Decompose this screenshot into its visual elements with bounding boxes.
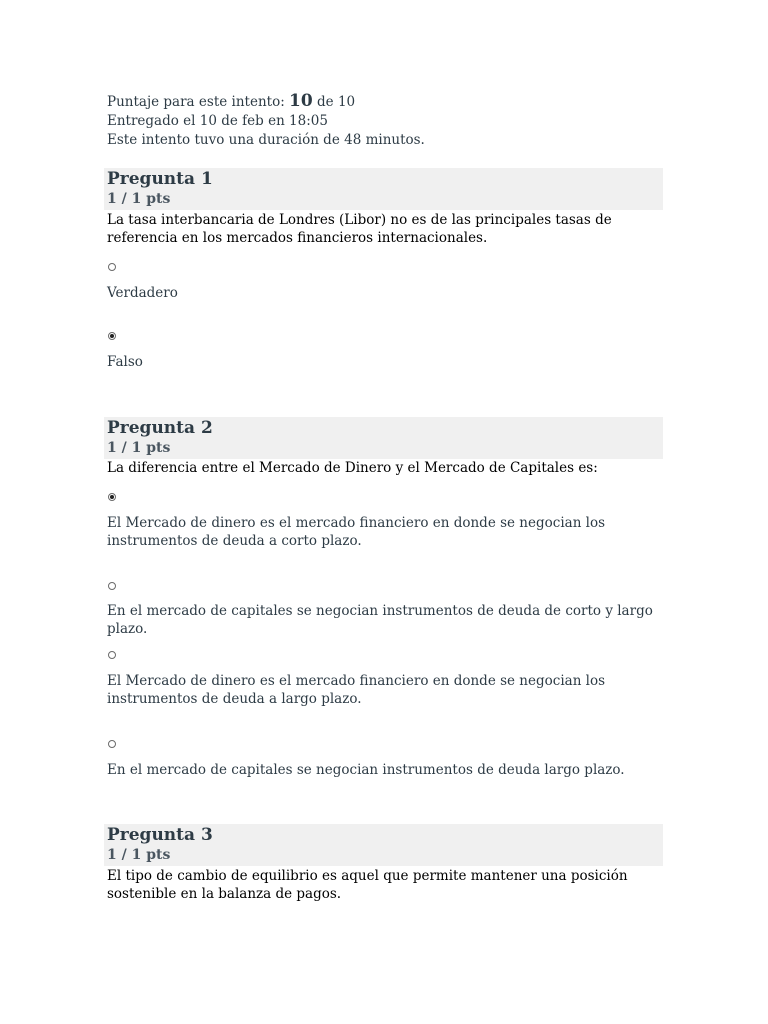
question-2-answer-1-label[interactable]: El Mercado de dinero es el mercado financiero en donde se negocian los instrumentos de deuda a corto plazo. [107,515,606,549]
question-3-text: El tipo de cambio de equilibrio es aquel que permite mantener una posición sostenible en la balanza de pagos. [107,868,628,902]
question-1-text: La tasa interbancaria de Londres (Libor) no es de las principales tasas de referencia en los mercados financieros internacionales. [107,212,612,246]
score-label: Puntaje para este intento: [107,94,285,110]
attempt-duration: Este intento tuvo una duración de 48 minutos. [107,132,425,148]
question-2-answer-2-radio[interactable] [108,582,116,590]
question-1-header [104,168,663,210]
question-1-title: Pregunta 1 [107,169,213,189]
attempt-summary [107,92,425,150]
question-3-points: 1 / 1 pts [107,847,171,863]
question-2-text: La diferencia entre el Mercado de Dinero y el Mercado de Capitales es: [107,460,598,476]
score-total: de 10 [317,94,356,110]
question-2-answer-4-label[interactable]: En el mercado de capitales se negocian instrumentos de deuda largo plazo. [107,762,625,778]
score-line [107,92,425,112]
question-3-header [104,824,663,866]
question-2-points: 1 / 1 pts [107,440,171,456]
question-1-answer-1-label[interactable]: Verdadero [107,285,178,301]
question-1-answer-2-radio[interactable] [108,332,116,340]
question-2-title: Pregunta 2 [107,418,213,438]
question-2-answer-2-label[interactable]: En el mercado de capitales se negocian instrumentos de deuda de corto y largo plazo. [107,603,653,637]
question-1-answer-1-radio[interactable] [108,263,116,271]
question-2-header [104,417,663,459]
question-2-answer-3-radio[interactable] [108,651,116,659]
question-2-answer-3-label[interactable]: El Mercado de dinero es el mercado financiero en donde se negocian los instrumentos de deuda a largo plazo. [107,673,606,707]
question-2-answer-1-radio[interactable] [108,493,116,501]
question-1-points: 1 / 1 pts [107,191,171,207]
question-2-answer-4-radio[interactable] [108,740,116,748]
question-1-answer-2-label[interactable]: Falso [107,354,143,370]
question-3-title: Pregunta 3 [107,825,213,845]
score-value: 10 [289,91,313,111]
submitted-date: Entregado el 10 de feb en 18:05 [107,113,328,129]
